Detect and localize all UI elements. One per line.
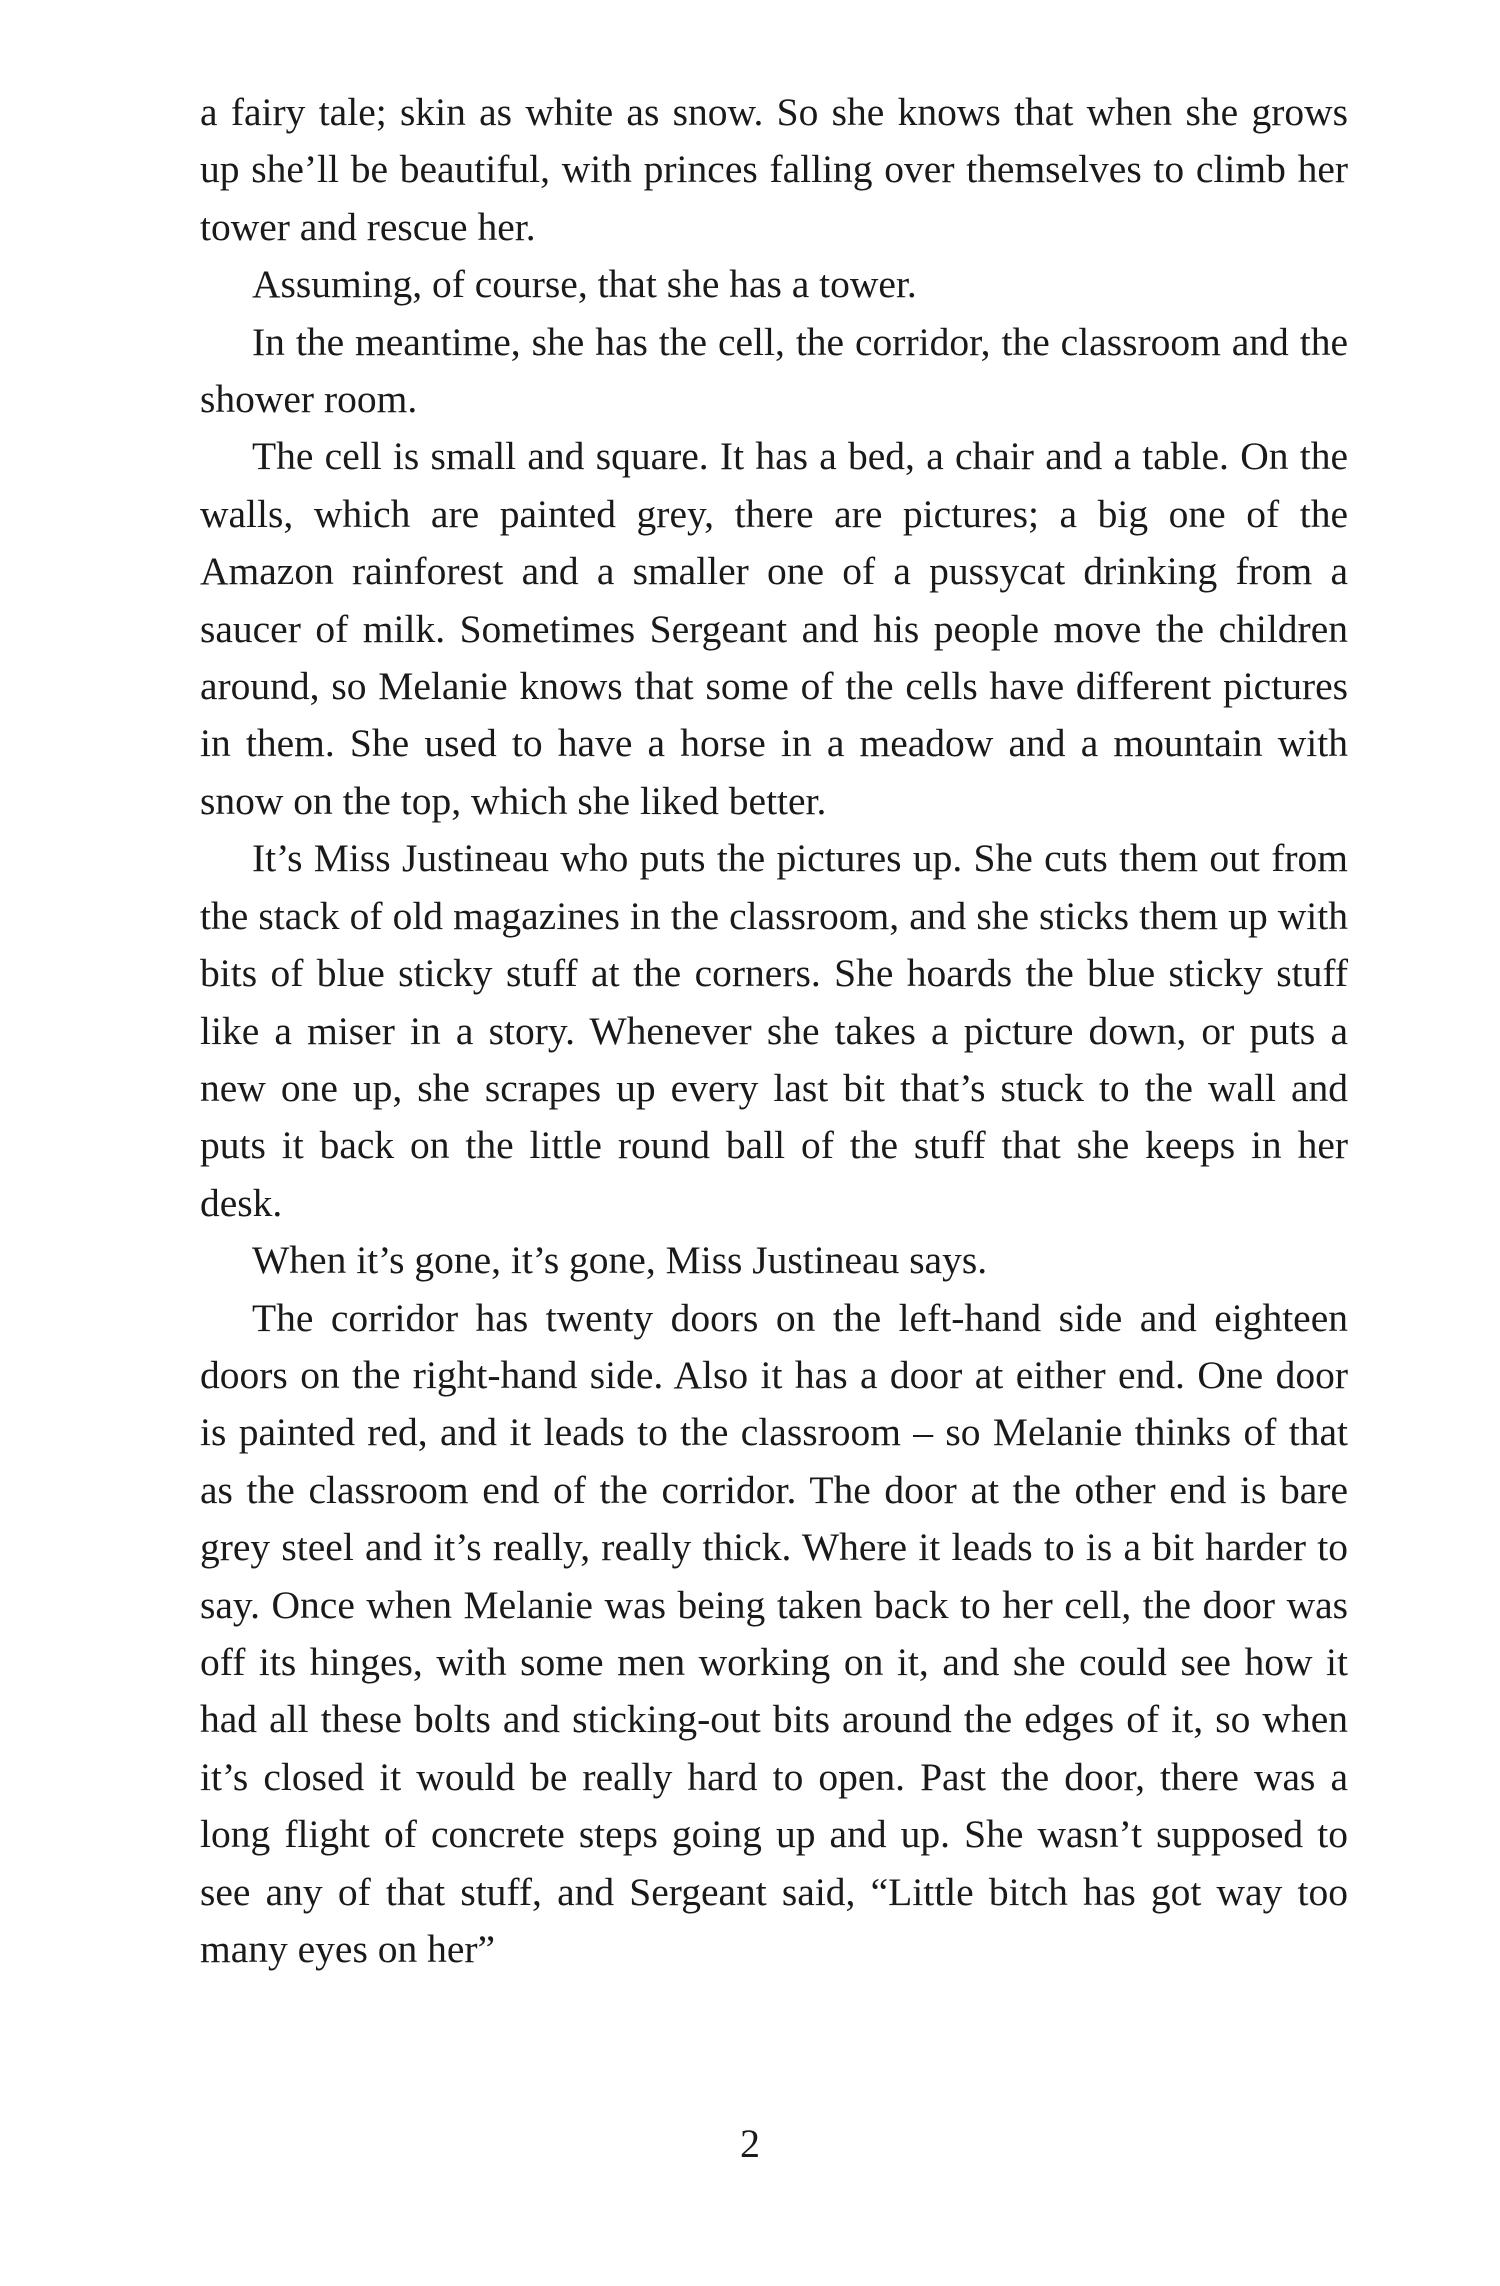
- paragraph-6: When it’s gone, it’s gone, Miss Justineau says.: [252, 1238, 988, 1283]
- paragraph-1: a fairy tale; skin as white as snow. So she knows that when she grows up she’ll be beautiful, with princes falling over themselves to climb her tower and rescue her.: [200, 90, 1348, 249]
- paragraph-4: The cell is small and square. It has a bed, a chair and a table. On the walls, which are painted grey, there are pictures; a big one of the Amazon rainforest and a smaller one of a pussycat drinking from a saucer of milk. Sometimes Sergeant and his people move the children around, so Melanie knows that some of the cells have different pictures in them. She used to have a horse in a meadow and a mountain with snow on the top, which she liked better.: [200, 434, 1348, 823]
- body-text: [200, 84, 1348, 1978]
- paragraph-5: It’s Miss Justineau who puts the pictures up. She cuts them out from the stack of old magazines in the classroom, and she sticks them up with bits of blue sticky stuff at the corners. She hoards the blue sticky stuff like a miser in a story. Whenever she takes a picture down, or puts a new one up, she scrapes up every last bit that’s stuck to the wall and puts it back on the little round ball of the stuff that she keeps in her desk.: [200, 836, 1348, 1225]
- paragraph-3: In the meantime, she has the cell, the corridor, the classroom and the shower room.: [200, 319, 1348, 422]
- paragraph-7: The corridor has twenty doors on the left-hand side and eighteen doors on the right-hand side. Also it has a door at either end. One door is painted red, and it leads to the classroom – so Melanie thinks of that as the classroom end of the corridor. The door at the other end is bare grey steel and it’s really, really thick. Where it leads to is a bit harder to say. Once when Melanie was being taken back to her cell, the door was off its hinges, with some men working on it, and she could see how it had all these bolts and sticking-out bits around the edges of it, so when it’s closed it would be really hard to open. Past the door, there was a long flight of concrete steps going up and up. She wasn’t supposed to see any of that stuff, and Sergeant said, “Little bitch has got way too many eyes on her”: [200, 1295, 1348, 1971]
- page-number: 2: [740, 2121, 760, 2166]
- paragraph-2: Assuming, of course, that she has a tower.: [252, 262, 917, 307]
